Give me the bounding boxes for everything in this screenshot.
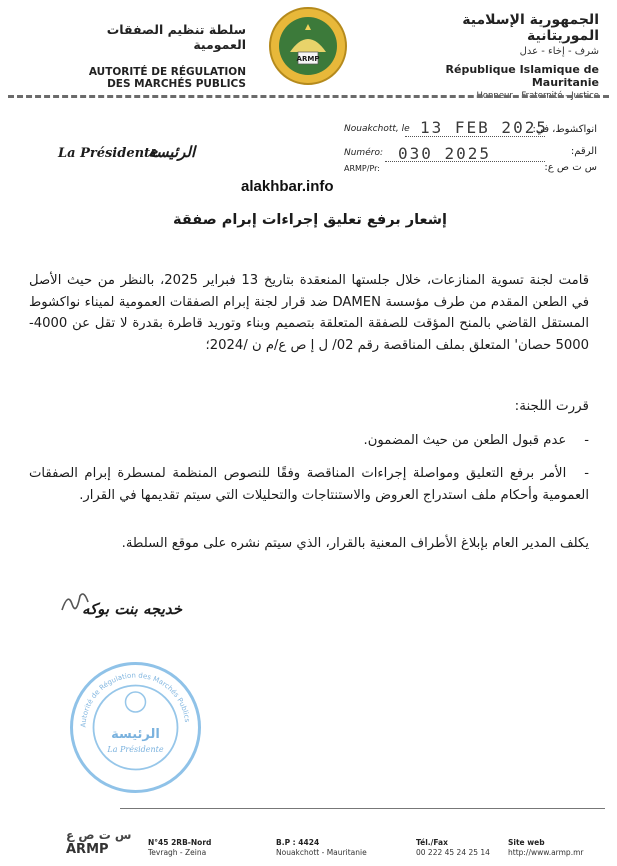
republic-title-fr: République Islamique de Mauritanie: [445, 63, 599, 89]
authority-name-ar: سلطة تنظيم الصفقات العمومية: [106, 22, 246, 52]
footer-divider: [120, 808, 605, 809]
date-dotline: [405, 136, 545, 137]
stamp-center-text: الرئيسة: [111, 727, 160, 742]
decision-item-2: [29, 463, 589, 506]
number-label-fr: Numéro:: [344, 148, 383, 158]
number-dotline: [385, 161, 545, 162]
source-watermark: alakhbar.info: [241, 178, 334, 195]
footer-bp-line1: B.P : 4424: [276, 838, 320, 847]
republic-motto-fr: Honneur - Fraternité - Justice: [476, 91, 599, 101]
ref-label-fr: ARMP/Pr:: [344, 164, 380, 173]
signatory-name: خديجه بنت بوكه: [82, 600, 183, 618]
footer-address-line2: Tevragh - Zeina: [148, 848, 207, 857]
republic-title-ar: الجمهورية الإسلامية الموريتانية: [462, 12, 599, 44]
footer-tel-line1: Tél./Fax: [416, 838, 448, 847]
armp-emblem: [268, 6, 348, 86]
date-value: 13 FEB 2025: [420, 118, 548, 137]
decision-item-2-text: الأمر برفع التعليق ومواصلة إجراءات المناقصة وفقًا للنصوص المنظمة لمسطرة إبرام الصفقات العمومية وأحكام ملف استدراج العروض والاستنتاجات والتحليلات التي سيتم تقديمها في القرار.: [29, 466, 589, 503]
authority-name-fr-1: AUTORITÉ DE RÉGULATION: [88, 66, 246, 78]
authority-name-fr-2: DES MARCHÉS PUBLICS: [107, 78, 246, 90]
president-title-fr: La Présidente: [58, 146, 159, 161]
number-label-ar: الرقم:: [570, 146, 597, 157]
body-paragraph-1: قامت لجنة تسوية المنازعات، خلال جلستها المنعقدة بتاريخ 13 فبراير 2025، بالنظر من حيث الأصل في الطعن المقدم من طرف مؤسسة DAMEN ضد قرار لجنة إبرام الصفقات العمومية لميناء نواكشوط المستقل القاضي بالمنح المؤقت للصفقة المتعلقة بتصميم وبناء وتوريد قاطرة بقدرة لا تقل عن 4000-5000 حصان' المتعلق بملف المناقصة رقم 02/ ل إ ص ع/م ن /2024؛: [29, 273, 590, 353]
bullet-dash-icon: -: [584, 466, 589, 481]
footer-web-link[interactable]: http://www.armp.mr: [508, 848, 584, 857]
ref-label-ar: س ت ص ع:: [544, 162, 597, 173]
footer-bp: [276, 838, 367, 858]
footer-logo-ar: س ت ص ع: [66, 828, 132, 842]
bullet-dash-icon: -: [584, 433, 589, 448]
number-value: 030 2025: [398, 144, 492, 163]
footer-tel: [416, 838, 490, 858]
date-label-ar: انواكشوط، في:: [532, 124, 597, 135]
footer-logo: [66, 828, 132, 857]
footer-bp-line2: Nouakchott - Mauritanie: [276, 848, 367, 857]
decision-item-1-text: عدم قبول الطعن من حيث المضمون.: [363, 433, 567, 448]
footer-logo-fr: ARMP: [66, 842, 109, 857]
decision-item-1: [29, 430, 589, 452]
header-authority: [76, 22, 246, 90]
notice-title: إشعار برفع تعليق إجراءات إبرام صفقة: [173, 212, 447, 228]
footer-address-line1: N°45 2RB-Nord: [148, 838, 212, 847]
stamp-sub-text: La Présidente: [107, 745, 164, 754]
footer-tel-line2: 00 222 45 24 25 14: [416, 848, 490, 857]
date-label-fr: Nouakchott, le: [344, 124, 410, 134]
stamp-ring-text: Autorité de Régulation des Marchés Publics: [79, 671, 192, 728]
president-title-ar: الرئيسة: [148, 143, 196, 161]
footer-web-line1: Site web: [508, 838, 545, 847]
header-republic: [389, 12, 599, 101]
footer-address: [148, 838, 211, 858]
emblem-logo-text: ARMP: [296, 55, 320, 63]
body-paragraph-2: يكلف المدير العام بإبلاغ الأطراف المعنية بالقرار، الذي سيتم نشره على موقع السلطة.: [121, 536, 589, 551]
footer-web: [508, 838, 583, 858]
republic-motto-ar: شرف - إخاء - عدل: [519, 46, 599, 57]
header-divider: [8, 95, 609, 98]
decision-label: قررت اللجنة:: [514, 398, 589, 414]
official-stamp: [68, 660, 203, 795]
